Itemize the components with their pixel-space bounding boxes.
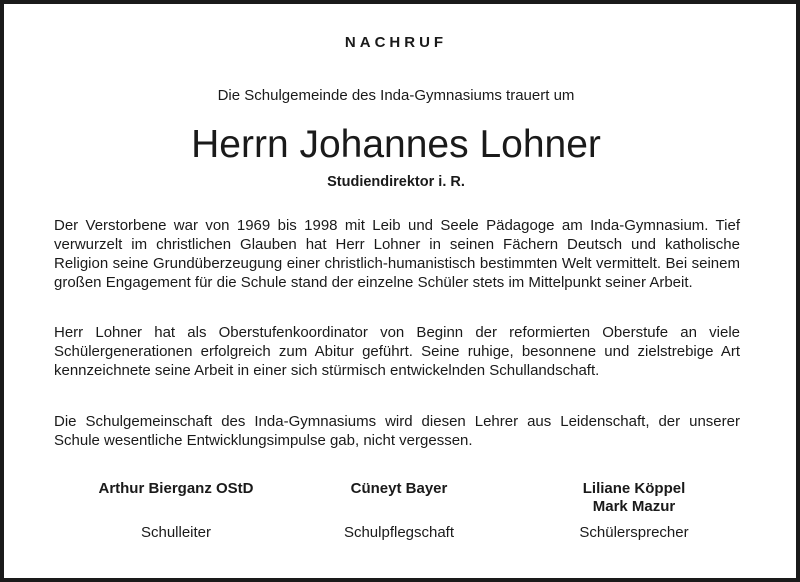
deceased-name: Herrn Johannes Lohner	[191, 123, 601, 166]
signatory-name: Cüneyt Bayer	[350, 480, 448, 497]
obituary-heading: NACHRUF	[344, 34, 448, 51]
signatory-role: Schülersprecher	[579, 524, 689, 541]
deceased-title: Studiendirektor i. R.	[327, 174, 465, 190]
paragraph-closing: Die Schulgemeinschaft des Inda-Gymnasiums wird diesen Lehrer aus Leidenschaft, der unserer Schule wesentliche Entwicklungsimpulse gab, nicht vergessen.	[54, 413, 740, 449]
intro-line: Die Schulgemeinde des Inda-Gymnasiums trauert um	[217, 87, 575, 104]
signatory-role: Schulpflegschaft	[343, 524, 455, 541]
signature-parents-council	[269, 480, 529, 541]
signatory-name: Arthur Bierganz OStD	[98, 480, 254, 497]
signatory-role: Schulleiter	[140, 524, 212, 541]
paragraph-coordinator: Herr Lohner hat als Oberstufenkoordinator von Beginn der reformierten Oberstufe an viele Schülergenerationen erfolgreich zum Abitur geführt. Seine ruhige, besonnene und zielstrebige Art kennzeichnete seine Arbeit in einer sich stürmisch entwickelnden Schullandschaft.	[54, 324, 740, 379]
paragraph-career: Der Verstorbene war von 1969 bis 1998 mit Leib und Seele Pädagoge am Inda-Gymnasium. Tief verwurzelt im christlichen Glauben hat Herr Lohner in seinen Fächern Deutsch und katholische Religion seine Grundüberzeugung einer christlich-humanistisch bestimmten Welt vermittelt. Bei seinem großen Engagement für die Schule stand der einzelne Schüler stets im Mittelpunkt seiner Arbeit.	[54, 217, 740, 291]
signatory-name: Liliane Köppel	[582, 480, 686, 497]
signature-student-reps	[504, 480, 764, 541]
signature-principal	[46, 480, 306, 541]
signatory-name: Mark Mazur	[592, 498, 676, 515]
